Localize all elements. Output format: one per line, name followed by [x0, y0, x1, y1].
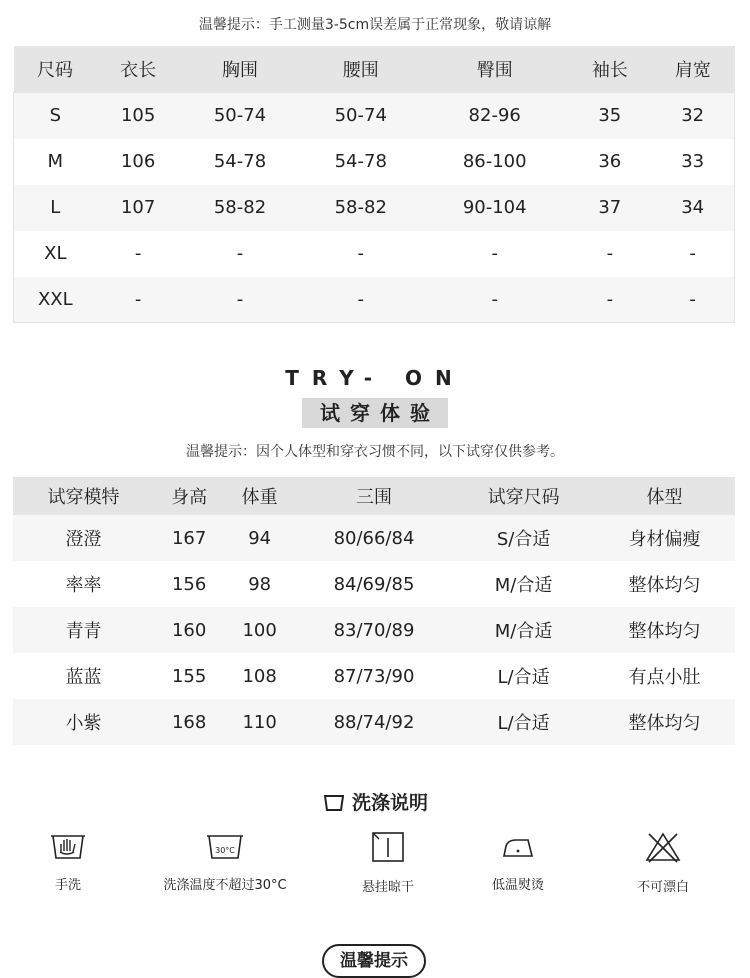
table-cell: 94: [224, 515, 294, 561]
care-label: 悬挂晾干: [361, 880, 414, 895]
table-cell: -: [568, 231, 651, 277]
care-item-iron-low: [443, 830, 593, 893]
table-cell: 33: [651, 139, 734, 185]
header-cell: 试穿模特: [13, 477, 154, 515]
table-cell: 率率: [13, 561, 154, 607]
table-cell: 身材偏瘦: [594, 515, 735, 561]
table-cell: 106: [97, 139, 180, 185]
table-cell: 90-104: [421, 185, 568, 231]
table-row: [13, 653, 735, 699]
care-item-hand-wash: [0, 830, 143, 893]
wash-title-text: 洗涤说明: [351, 792, 428, 814]
header-cell: 身高: [154, 477, 224, 515]
table-cell: -: [97, 231, 180, 277]
table-cell: 167: [154, 515, 224, 561]
header-cell: 尺码: [14, 46, 97, 93]
header-cell: 体型: [594, 477, 735, 515]
table-cell: 107: [97, 185, 180, 231]
table-cell: M/合适: [453, 561, 594, 607]
table-cell: -: [568, 277, 651, 323]
wash-30-icon-text: 30°C: [215, 846, 235, 855]
table-cell: 84/69/85: [295, 561, 453, 607]
table-cell: S: [14, 93, 97, 139]
table-row: [13, 561, 735, 607]
tryon-note: 温馨提示：因个人体型和穿衣习惯不同，以下试穿仅供参考。: [186, 444, 564, 460]
wash-30-icon: [205, 830, 245, 862]
table-cell: 110: [224, 699, 294, 745]
tryon-table: [13, 477, 735, 745]
table-cell: 86-100: [421, 139, 568, 185]
table-cell: 澄澄: [13, 515, 154, 561]
table-cell: -: [421, 277, 568, 323]
tub-icon: [322, 793, 346, 813]
table-cell: 58-82: [300, 185, 421, 231]
header-cell: 腰围: [300, 46, 421, 93]
table-cell: XXL: [14, 277, 97, 323]
table-cell: -: [300, 277, 421, 323]
table-cell: S/合适: [453, 515, 594, 561]
care-label: 洗涤温度不超过30°C: [163, 878, 287, 893]
header-cell: 袖长: [568, 46, 651, 93]
table-cell: -: [651, 277, 734, 323]
header-cell: 肩宽: [651, 46, 734, 93]
table-cell: 35: [568, 93, 651, 139]
table-cell: 155: [154, 653, 224, 699]
table-cell: 160: [154, 607, 224, 653]
table-cell: 小紫: [13, 699, 154, 745]
table-row: [14, 277, 735, 323]
table-cell: -: [651, 231, 734, 277]
table-cell: 88/74/92: [295, 699, 453, 745]
size-table-header: [14, 46, 735, 93]
table-cell: -: [421, 231, 568, 277]
header-cell: 衣长: [97, 46, 180, 93]
table-cell: 整体均匀: [594, 607, 735, 653]
tryon-title-cn: 试穿体验: [302, 398, 448, 428]
table-cell: 82-96: [421, 93, 568, 139]
table-cell: 108: [224, 653, 294, 699]
table-cell: 青青: [13, 607, 154, 653]
table-cell: 98: [224, 561, 294, 607]
table-cell: 58-82: [180, 185, 301, 231]
care-item-hang-dry: [313, 830, 463, 895]
header-cell: 试穿尺码: [453, 477, 594, 515]
size-table: [13, 46, 735, 323]
table-cell: L/合适: [453, 653, 594, 699]
table-cell: L: [14, 185, 97, 231]
header-cell: 胸围: [180, 46, 301, 93]
table-cell: 36: [568, 139, 651, 185]
care-item-no-bleach: [588, 830, 738, 895]
header-cell: 臀围: [421, 46, 568, 93]
table-row: [14, 93, 735, 139]
table-cell: 54-78: [180, 139, 301, 185]
table-cell: 整体均匀: [594, 561, 735, 607]
care-label: 低温熨烫: [491, 878, 544, 893]
table-cell: 有点小肚: [594, 653, 735, 699]
tryon-title-en: TRY- ON: [285, 366, 465, 390]
table-cell: -: [180, 231, 301, 277]
table-cell: 50-74: [300, 93, 421, 139]
wash-title: [0, 788, 750, 815]
table-cell: -: [97, 277, 180, 323]
table-cell: -: [180, 277, 301, 323]
table-cell: 54-78: [300, 139, 421, 185]
iron-low-icon: [498, 830, 538, 862]
table-cell: 100: [224, 607, 294, 653]
care-label: 手洗: [54, 878, 81, 893]
table-cell: 87/73/90: [295, 653, 453, 699]
table-cell: M: [14, 139, 97, 185]
table-row: [14, 185, 735, 231]
table-cell: 32: [651, 93, 734, 139]
tryon-table-header: [13, 477, 735, 515]
table-cell: 156: [154, 561, 224, 607]
table-row: [14, 139, 735, 185]
bottom-tip-label: 温馨提示: [322, 944, 426, 978]
table-cell: 整体均匀: [594, 699, 735, 745]
table-row: [13, 515, 735, 561]
table-cell: 50-74: [180, 93, 301, 139]
table-cell: L/合适: [453, 699, 594, 745]
table-row: [13, 607, 735, 653]
table-cell: 34: [651, 185, 734, 231]
table-cell: M/合适: [453, 607, 594, 653]
header-cell: 体重: [224, 477, 294, 515]
header-cell: 三围: [295, 477, 453, 515]
table-cell: 83/70/89: [295, 607, 453, 653]
table-cell: 105: [97, 93, 180, 139]
table-cell: 168: [154, 699, 224, 745]
care-label: 不可漂白: [636, 880, 689, 895]
care-item-wash-30: [150, 830, 300, 893]
table-cell: -: [300, 231, 421, 277]
table-cell: 蓝蓝: [13, 653, 154, 699]
no-bleach-icon: [643, 830, 683, 864]
table-row: [14, 231, 735, 277]
table-cell: XL: [14, 231, 97, 277]
hang-dry-icon: [370, 830, 406, 864]
table-cell: 37: [568, 185, 651, 231]
tryon-title-cn-wrap: [0, 398, 750, 428]
hand-wash-icon: [48, 830, 88, 862]
table-row: [13, 699, 735, 745]
table-cell: 80/66/84: [295, 515, 453, 561]
size-note: 温馨提示：手工测量3-5cm误差属于正常现象，敬请谅解: [198, 17, 552, 33]
